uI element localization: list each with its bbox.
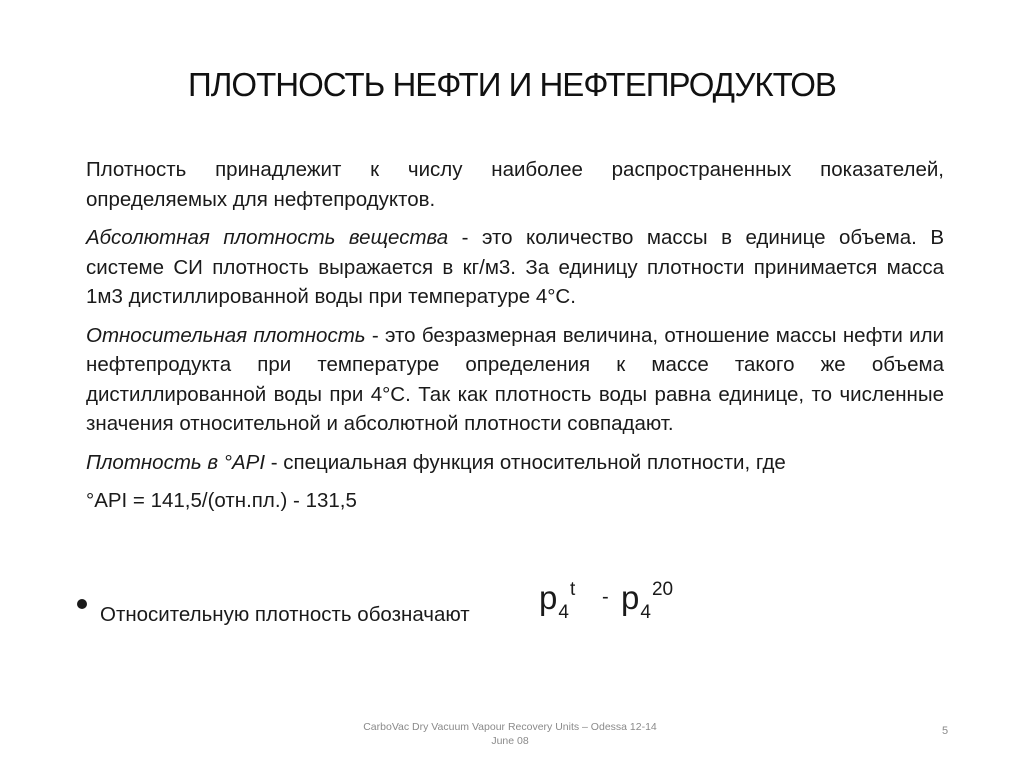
slide-footer [350, 720, 670, 748]
density-symbol-20 [621, 578, 673, 624]
definition-relative-density: - это безразмерная величина, отношение массы нефти или нефтепродукта при температуре определения к массе такого же объема дистиллированной воды при 4°С. Так как плотность воды равна единице, то численные значения относительной и абсолютной плотности совпадают. [86, 323, 945, 435]
term-api-density: Плотность в °API [86, 450, 266, 474]
symbol-separator: - [602, 586, 609, 608]
definition-absolute-density: - это количество массы в единице объема. В системе СИ плотность выражается в кг/м3. За единицу плотности принимается масса 1м3 дистиллированной воды при температуре 4°С. [86, 226, 945, 308]
symbol-superscript: 20 [651, 579, 674, 600]
symbol-base: р [539, 579, 558, 616]
page-number: 5 [941, 725, 949, 737]
paragraph-api-density [86, 448, 944, 478]
paragraph-absolute-density [86, 223, 944, 312]
term-absolute-density: Абсолютная плотность вещества [86, 226, 449, 249]
slide-title: ПЛОТНОСТЬ НЕФТИ И НЕФТЕПРОДУКТОВ [188, 66, 836, 103]
symbol-subscript: 4 [558, 602, 569, 623]
bullet-item [77, 578, 877, 638]
density-symbol-t [539, 578, 575, 624]
symbol-base: р [621, 579, 640, 616]
paragraph-relative-density [86, 321, 944, 439]
slide-content [86, 155, 944, 521]
paragraph-intro: Плотность принадлежит к числу наиболее распространенных показателей, определяемых для нефтепродуктов. [86, 158, 944, 211]
footer-line-2: June 08 [491, 735, 529, 747]
bullet-dot-icon [77, 599, 87, 609]
term-relative-density: Относительная плотность [86, 323, 366, 347]
footer-line-1: CarboVac Dry Vacuum Vapour Recovery Units – Odessa 12-14 [363, 721, 657, 733]
symbol-superscript: t [569, 579, 576, 600]
definition-api-density: - специальная функция относительной плотности, где [265, 450, 786, 474]
bullet-text: Относительную плотность обозначают [100, 603, 470, 626]
symbol-subscript: 4 [640, 602, 651, 623]
api-formula: °API = 141,5/(отн.пл.) - 131,5 [86, 489, 357, 512]
